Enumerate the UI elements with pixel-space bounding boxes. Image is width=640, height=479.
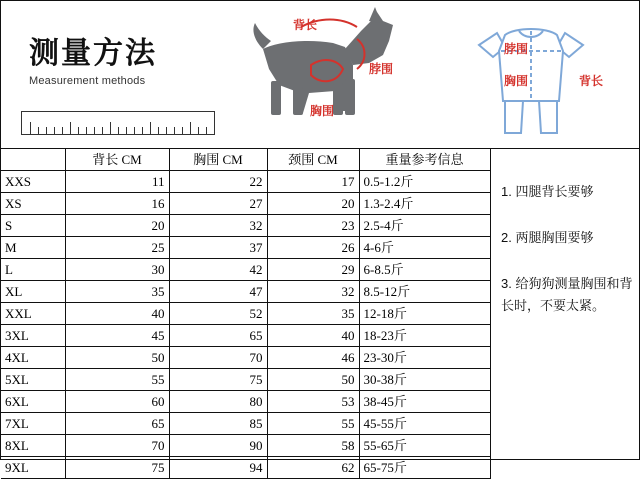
table-row xyxy=(1,193,490,215)
cell-size: 7XL xyxy=(1,413,65,435)
table-row xyxy=(1,325,490,347)
table-row xyxy=(1,369,490,391)
cell-back: 30 xyxy=(65,259,169,281)
page-subtitle: Measurement methods xyxy=(29,75,146,87)
cell-back: 11 xyxy=(65,171,169,193)
cell-neck: 35 xyxy=(267,303,359,325)
cell-neck: 53 xyxy=(267,391,359,413)
cell-back: 40 xyxy=(65,303,169,325)
cell-weight: 4-6斤 xyxy=(359,237,490,259)
cell-neck: 46 xyxy=(267,347,359,369)
table-row xyxy=(1,303,490,325)
table-row xyxy=(1,281,490,303)
cell-size: 8XL xyxy=(1,435,65,457)
col-header-neck: 颈围 CM xyxy=(267,149,359,171)
cell-chest: 65 xyxy=(169,325,267,347)
cell-weight: 0.5-1.2斤 xyxy=(359,171,490,193)
cell-back: 55 xyxy=(65,369,169,391)
cell-back: 35 xyxy=(65,281,169,303)
note-item-2: 2. 两腿胸围要够 xyxy=(501,230,594,245)
table-row xyxy=(1,237,490,259)
cell-weight: 30-38斤 xyxy=(359,369,490,391)
note-item-1: 1. 四腿背长要够 xyxy=(501,184,594,199)
cell-chest: 70 xyxy=(169,347,267,369)
cell-neck: 17 xyxy=(267,171,359,193)
cell-neck: 50 xyxy=(267,369,359,391)
cell-weight: 12-18斤 xyxy=(359,303,490,325)
table-row xyxy=(1,259,490,281)
cell-back: 75 xyxy=(65,457,169,479)
cell-chest: 37 xyxy=(169,237,267,259)
cell-neck: 58 xyxy=(267,435,359,457)
cell-back: 16 xyxy=(65,193,169,215)
cell-size: XXS xyxy=(1,171,65,193)
cell-back: 65 xyxy=(65,413,169,435)
cell-size: XS xyxy=(1,193,65,215)
table-row xyxy=(1,347,490,369)
cell-neck: 62 xyxy=(267,457,359,479)
clothes-label-back-length: 背长 xyxy=(579,74,604,88)
dog-label-neck: 脖围 xyxy=(369,62,394,76)
cell-weight: 23-30斤 xyxy=(359,347,490,369)
cell-weight: 55-65斤 xyxy=(359,435,490,457)
size-table-body xyxy=(1,171,490,479)
table-header-row xyxy=(1,149,490,171)
cell-weight: 38-45斤 xyxy=(359,391,490,413)
cell-back: 25 xyxy=(65,237,169,259)
cell-weight: 6-8.5斤 xyxy=(359,259,490,281)
cell-back: 50 xyxy=(65,347,169,369)
cell-neck: 26 xyxy=(267,237,359,259)
cell-chest: 32 xyxy=(169,215,267,237)
cell-weight: 65-75斤 xyxy=(359,457,490,479)
cell-weight: 2.5-4斤 xyxy=(359,215,490,237)
cell-size: XL xyxy=(1,281,65,303)
dog-clothes-icon xyxy=(471,17,591,143)
cell-back: 45 xyxy=(65,325,169,347)
dog-label-chest: 胸围 xyxy=(310,104,335,118)
col-header-weight: 重量参考信息 xyxy=(359,149,490,171)
cell-chest: 52 xyxy=(169,303,267,325)
table-row xyxy=(1,413,490,435)
col-header-back: 背长 CM xyxy=(65,149,169,171)
table-row xyxy=(1,435,490,457)
cell-neck: 40 xyxy=(267,325,359,347)
header-band xyxy=(1,1,639,149)
title-block xyxy=(29,39,209,87)
cell-back: 60 xyxy=(65,391,169,413)
cell-size: L xyxy=(1,259,65,281)
note-item-3: 3. 给狗狗测量胸围和背长时，不要太紧。 xyxy=(501,276,633,313)
cell-chest: 85 xyxy=(169,413,267,435)
cell-weight: 18-23斤 xyxy=(359,325,490,347)
cell-size: 3XL xyxy=(1,325,65,347)
cell-size: M xyxy=(1,237,65,259)
main-content xyxy=(1,149,639,475)
cell-back: 20 xyxy=(65,215,169,237)
cell-chest: 90 xyxy=(169,435,267,457)
clothes-label-neck: 脖围 xyxy=(504,42,529,56)
cell-neck: 55 xyxy=(267,413,359,435)
cell-weight: 45-55斤 xyxy=(359,413,490,435)
cell-size: S xyxy=(1,215,65,237)
cell-size: 9XL xyxy=(1,457,65,479)
cell-chest: 75 xyxy=(169,369,267,391)
cell-size: 6XL xyxy=(1,391,65,413)
clothes-label-chest: 胸围 xyxy=(504,74,529,88)
ruler-graphic xyxy=(21,111,215,135)
cell-chest: 47 xyxy=(169,281,267,303)
size-table-area xyxy=(1,149,491,475)
cell-neck: 20 xyxy=(267,193,359,215)
cell-back: 70 xyxy=(65,435,169,457)
cell-size: XXL xyxy=(1,303,65,325)
col-header-chest: 胸围 CM xyxy=(169,149,267,171)
table-row xyxy=(1,171,490,193)
table-row xyxy=(1,215,490,237)
col-header-size xyxy=(1,149,65,171)
size-table xyxy=(1,149,491,479)
cell-weight: 1.3-2.4斤 xyxy=(359,193,490,215)
page-title: 测量方法 xyxy=(29,37,157,70)
cell-chest: 22 xyxy=(169,171,267,193)
cell-neck: 23 xyxy=(267,215,359,237)
notes-panel xyxy=(491,149,639,461)
table-row xyxy=(1,391,490,413)
cell-neck: 29 xyxy=(267,259,359,281)
cell-weight: 8.5-12斤 xyxy=(359,281,490,303)
dog-label-back-length: 背长 xyxy=(293,18,318,32)
cell-size: 4XL xyxy=(1,347,65,369)
cell-neck: 32 xyxy=(267,281,359,303)
cell-chest: 27 xyxy=(169,193,267,215)
cell-size: 5XL xyxy=(1,369,65,391)
cell-chest: 80 xyxy=(169,391,267,413)
cell-chest: 42 xyxy=(169,259,267,281)
cell-chest: 94 xyxy=(169,457,267,479)
